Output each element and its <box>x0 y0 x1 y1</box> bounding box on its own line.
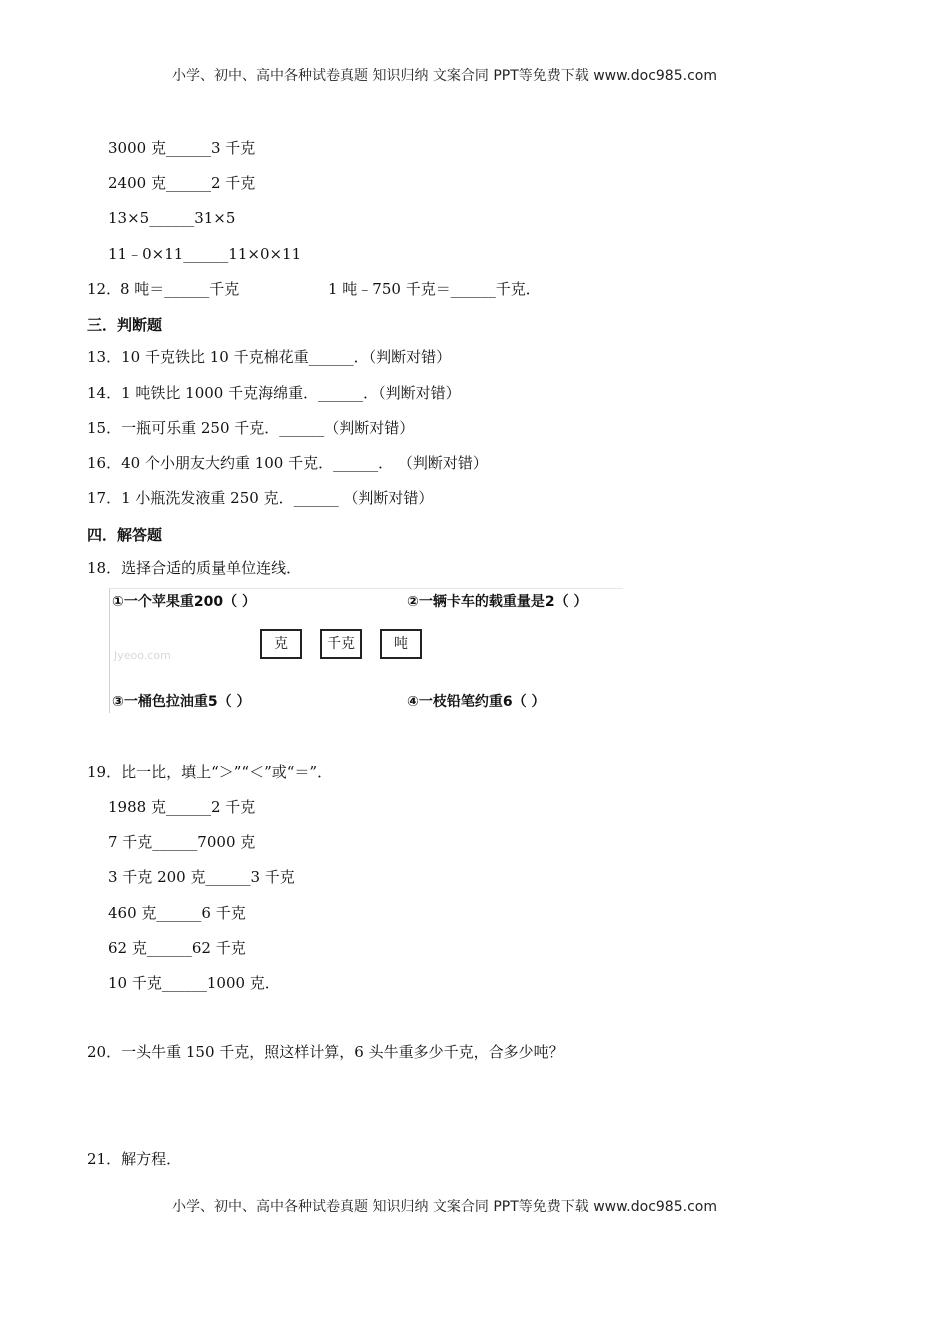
q15: 15．一瓶可乐重 250 千克．______（判断对错） <box>87 419 415 437</box>
q12-part1: 8 吨＝______千克 <box>120 280 240 298</box>
q19-item-5: 62 克______62 千克 <box>108 939 246 957</box>
section-4-title: 四．解答题 <box>87 526 163 544</box>
unit-box-gram: 克 <box>260 629 302 659</box>
q11-item-1: 3000 克______3 千克 <box>108 139 256 157</box>
q11-item-4: 11﹣0×11______11×0×11 <box>108 245 302 263</box>
q18-item-1: ①一个苹果重200（ ） <box>112 594 256 610</box>
q18-item-3: ③一桶色拉油重5（ ） <box>112 694 251 710</box>
q19-item-4: 460 克______6 千克 <box>108 904 246 922</box>
q16: 16．40 个小朋友大约重 100 千克．______． （判断对错） <box>87 454 488 472</box>
section-3-title: 三．判断题 <box>87 316 163 334</box>
q18-item-2: ②一辆卡车的载重量是2（ ） <box>407 594 588 610</box>
unit-box-ton: 吨 <box>380 629 422 659</box>
q18: 18．选择合适的质量单位连线． <box>87 559 302 577</box>
q19: 19．比一比，填上“＞”“＜”或“＝”． <box>87 763 333 781</box>
q18-item-4: ④一枝铅笔约重6（ ） <box>407 694 546 710</box>
figure-watermark: Jyeoo.com <box>114 649 171 662</box>
q21: 21．解方程． <box>87 1150 182 1168</box>
q14: 14．1 吨铁比 1000 千克海绵重．______．（判断对错） <box>87 384 461 402</box>
q11-item-2: 2400 克______2 千克 <box>108 174 256 192</box>
unit-box-kilogram: 千克 <box>320 629 362 659</box>
q11-item-3: 13×5______31×5 <box>108 209 236 227</box>
q12-number: 12． <box>87 280 122 298</box>
q19-item-3: 3 千克 200 克______3 千克 <box>108 868 295 886</box>
q19-item-2: 7 千克______7000 克 <box>108 833 256 851</box>
q20: 20．一头牛重 150 千克，照这样计算，6 头牛重多少千克，合多少吨？ <box>87 1043 564 1061</box>
q13: 13．10 千克铁比 10 千克棉花重______．（判断对错） <box>87 348 452 366</box>
page-footer: 小学、初中、高中各种试卷真题 知识归纳 文案合同 PPT等免费下载 www.doc985.com <box>172 1199 717 1215</box>
q18-figure <box>109 588 623 713</box>
page-header: 小学、初中、高中各种试卷真题 知识归纳 文案合同 PPT等免费下载 www.doc985.com <box>172 68 717 84</box>
q19-item-6: 10 千克______1000 克． <box>108 974 280 992</box>
q19-item-1: 1988 克______2 千克 <box>108 798 256 816</box>
q17: 17．1 小瓶洗发液重 250 克．______ （判断对错） <box>87 489 434 507</box>
q12-part2: 1 吨﹣750 千克＝______千克． <box>328 280 541 298</box>
